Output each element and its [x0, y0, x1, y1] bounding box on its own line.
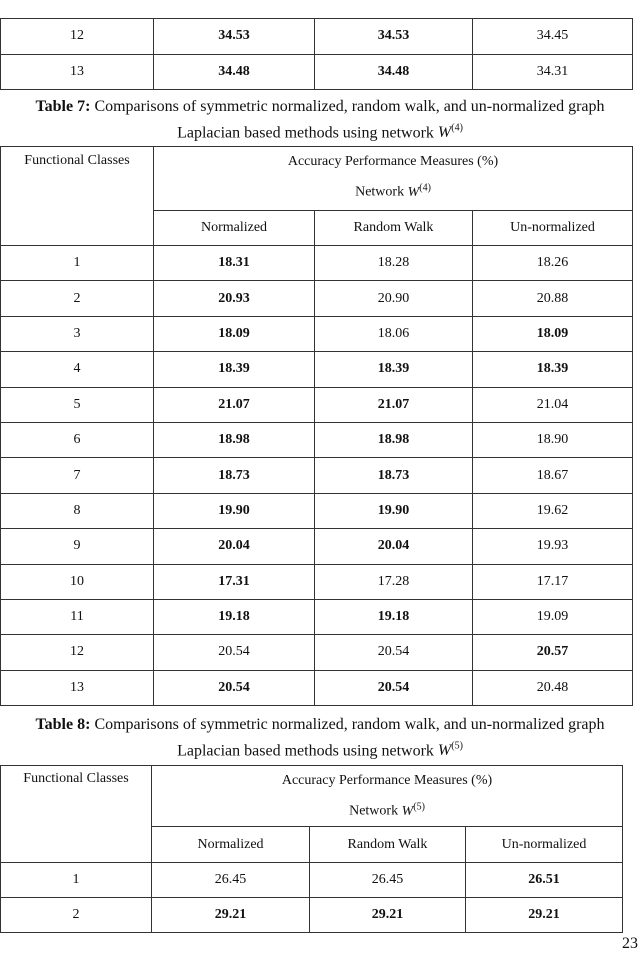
- value-cell: 19.18: [315, 599, 473, 634]
- caption-text: Comparisons of symmetric normalized, random walk, and un-normalized graph: [94, 98, 605, 115]
- table-7-caption: [0, 96, 640, 144]
- value-cell: 20.88: [473, 281, 633, 316]
- table-row: [1, 352, 633, 387]
- value-cell: 29.21: [152, 898, 310, 933]
- class-cell: 12: [1, 635, 154, 670]
- value-cell: 19.90: [315, 493, 473, 528]
- value-cell: 20.04: [315, 529, 473, 564]
- table-row: [1, 898, 623, 933]
- table-6-continued: [0, 18, 633, 90]
- class-cell: 7: [1, 458, 154, 493]
- table-row: [1, 422, 633, 457]
- table-row: [1, 316, 633, 351]
- class-cell: 2: [1, 898, 152, 933]
- value-cell: 20.54: [154, 635, 315, 670]
- value-cell: 18.73: [315, 458, 473, 493]
- value-cell: 20.48: [473, 670, 633, 705]
- class-cell: 4: [1, 352, 154, 387]
- value-cell: 34.53: [154, 19, 315, 55]
- subheader-normalized: Normalized: [154, 211, 315, 246]
- value-cell: 34.48: [315, 54, 473, 90]
- caption-label: Table 7:: [35, 98, 91, 115]
- table-7: [0, 146, 633, 706]
- value-cell: 29.21: [466, 898, 623, 933]
- column-header-functional-classes: Functional Classes: [1, 766, 152, 863]
- value-cell: 18.73: [154, 458, 315, 493]
- subheader-random-walk: Random Walk: [315, 211, 473, 246]
- network-symbol: $W^{(4)}$: [437, 123, 463, 142]
- class-cell: 8: [1, 493, 154, 528]
- column-header-functional-classes: Functional Classes: [1, 147, 154, 246]
- value-cell: 18.28: [315, 246, 473, 281]
- class-cell: 2: [1, 281, 154, 316]
- value-cell: 18.31: [154, 246, 315, 281]
- class-cell: 11: [1, 599, 154, 634]
- value-cell: 18.06: [315, 316, 473, 351]
- network-symbol: $W^{(5)}$: [437, 741, 463, 760]
- value-cell: 20.04: [154, 529, 315, 564]
- table-row: [1, 281, 633, 316]
- value-cell: 18.09: [473, 316, 633, 351]
- value-cell: 20.57: [473, 635, 633, 670]
- subheader-normalized: Normalized: [152, 827, 310, 863]
- value-cell: 19.09: [473, 599, 633, 634]
- class-cell: 1: [1, 863, 152, 898]
- value-cell: 34.31: [473, 54, 633, 90]
- value-cell: 21.04: [473, 387, 633, 422]
- value-cell: 21.07: [154, 387, 315, 422]
- table-row: [1, 19, 633, 55]
- caption-text-line2: Laplacian based methods using network: [177, 742, 434, 760]
- value-cell: 19.62: [473, 493, 633, 528]
- class-cell: 10: [1, 564, 154, 599]
- value-cell: 18.26: [473, 246, 633, 281]
- subheader-random-walk: Random Walk: [310, 827, 466, 863]
- value-cell: 21.07: [315, 387, 473, 422]
- value-cell: 26.45: [152, 863, 310, 898]
- network-header: Network $W^{(4)}$: [355, 182, 431, 200]
- caption-label: Table 8:: [35, 716, 91, 733]
- table-8: [0, 765, 623, 933]
- value-cell: 34.45: [473, 19, 633, 55]
- group-header: [154, 147, 633, 211]
- class-cell: 1: [1, 246, 154, 281]
- value-cell: 18.39: [315, 352, 473, 387]
- value-cell: 18.39: [473, 352, 633, 387]
- class-cell: 13: [1, 54, 154, 90]
- value-cell: 18.98: [154, 422, 315, 457]
- value-cell: 20.54: [315, 635, 473, 670]
- group-header-title: Accuracy Performance Measures (%): [281, 773, 493, 788]
- table-row: [1, 54, 633, 90]
- class-cell: 13: [1, 670, 154, 705]
- group-header-title: Accuracy Performance Measures (%): [287, 154, 499, 169]
- value-cell: 20.54: [315, 670, 473, 705]
- value-cell: 19.90: [154, 493, 315, 528]
- table-row: [1, 493, 633, 528]
- subheader-un-normalized: Un-normalized: [473, 211, 633, 246]
- value-cell: 17.17: [473, 564, 633, 599]
- value-cell: 34.48: [154, 54, 315, 90]
- group-header: [152, 766, 623, 827]
- table-row: [1, 599, 633, 634]
- network-header: Network $W^{(5)}$: [349, 801, 425, 819]
- value-cell: 20.93: [154, 281, 315, 316]
- class-cell: 6: [1, 422, 154, 457]
- subheader-un-normalized: Un-normalized: [466, 827, 623, 863]
- value-cell: 19.18: [154, 599, 315, 634]
- value-cell: 29.21: [310, 898, 466, 933]
- table-row: [1, 670, 633, 705]
- value-cell: 26.45: [310, 863, 466, 898]
- value-cell: 17.28: [315, 564, 473, 599]
- table-row: [1, 458, 633, 493]
- value-cell: 18.90: [473, 422, 633, 457]
- page-number: 23: [622, 935, 638, 952]
- table-row: [1, 246, 633, 281]
- caption-text-line2: Laplacian based methods using network: [177, 124, 434, 142]
- class-cell: 5: [1, 387, 154, 422]
- table-8-caption: [0, 714, 640, 762]
- value-cell: 19.93: [473, 529, 633, 564]
- value-cell: 26.51: [466, 863, 623, 898]
- value-cell: 34.53: [315, 19, 473, 55]
- caption-text: Comparisons of symmetric normalized, random walk, and un-normalized graph: [94, 716, 605, 733]
- class-cell: 3: [1, 316, 154, 351]
- class-cell: 12: [1, 19, 154, 55]
- value-cell: 18.39: [154, 352, 315, 387]
- table-row: [1, 387, 633, 422]
- table-row: [1, 635, 633, 670]
- value-cell: 18.98: [315, 422, 473, 457]
- value-cell: 17.31: [154, 564, 315, 599]
- table-row: [1, 529, 633, 564]
- table-row: [1, 863, 623, 898]
- class-cell: 9: [1, 529, 154, 564]
- value-cell: 18.67: [473, 458, 633, 493]
- value-cell: 20.90: [315, 281, 473, 316]
- value-cell: 18.09: [154, 316, 315, 351]
- table-row: [1, 564, 633, 599]
- value-cell: 20.54: [154, 670, 315, 705]
